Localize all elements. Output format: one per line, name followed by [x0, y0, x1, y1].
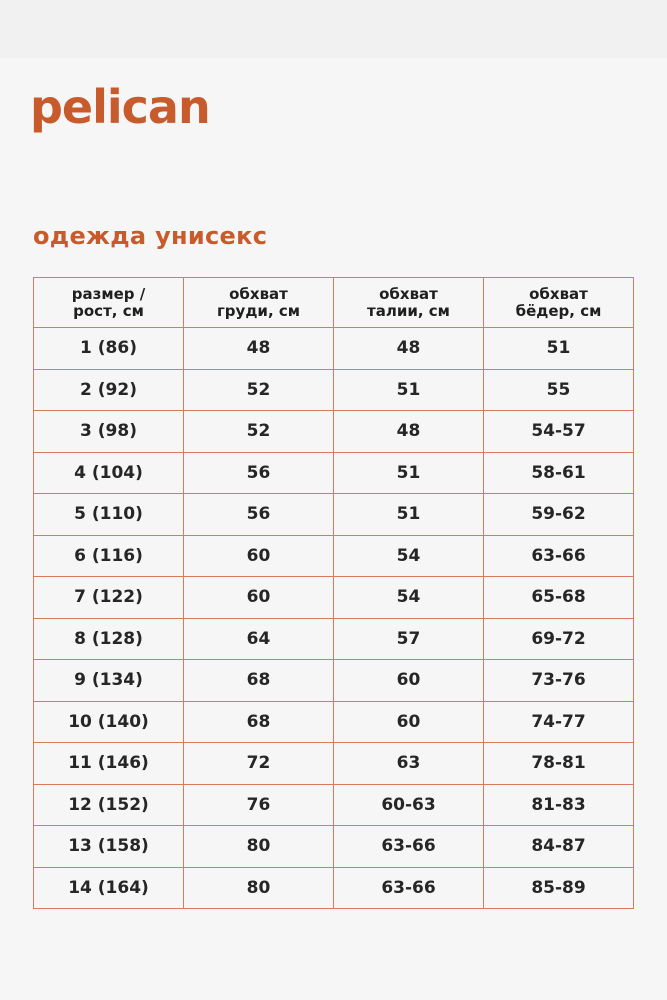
cell-chest: 52	[184, 411, 334, 453]
size-chart-table	[33, 277, 634, 909]
table-row	[34, 618, 634, 660]
cell-size-height: 7 (122)	[34, 577, 184, 619]
table-row	[34, 452, 634, 494]
header-line: груди, см	[216, 301, 301, 320]
cell-waist: 51	[334, 369, 484, 411]
cell-chest: 60	[184, 535, 334, 577]
cell-chest: 56	[184, 452, 334, 494]
table-header-row	[34, 278, 634, 328]
cell-size-height: 2 (92)	[34, 369, 184, 411]
cell-waist: 51	[334, 452, 484, 494]
table-row	[34, 328, 634, 370]
table-row	[34, 577, 634, 619]
cell-waist: 48	[334, 411, 484, 453]
cell-size-height: 8 (128)	[34, 618, 184, 660]
cell-waist: 60-63	[334, 784, 484, 826]
header-chest	[184, 278, 334, 328]
cell-hips: 59-62	[484, 494, 634, 536]
cell-waist: 51	[334, 494, 484, 536]
cell-size-height: 1 (86)	[34, 328, 184, 370]
table-row	[34, 535, 634, 577]
cell-hips: 51	[484, 328, 634, 370]
cell-waist: 60	[334, 660, 484, 702]
pelican-logo: pelican	[30, 80, 210, 134]
cell-hips: 58-61	[484, 452, 634, 494]
cell-size-height: 10 (140)	[34, 701, 184, 743]
header-waist	[334, 278, 484, 328]
table-row	[34, 411, 634, 453]
cell-chest: 72	[184, 743, 334, 785]
cell-chest: 68	[184, 701, 334, 743]
table-row	[34, 743, 634, 785]
cell-waist: 54	[334, 577, 484, 619]
table-row	[34, 494, 634, 536]
cell-chest: 48	[184, 328, 334, 370]
table-row	[34, 701, 634, 743]
cell-size-height: 12 (152)	[34, 784, 184, 826]
cell-waist: 57	[334, 618, 484, 660]
header-line: обхват	[379, 284, 438, 303]
cell-hips: 84-87	[484, 826, 634, 868]
cell-hips: 74-77	[484, 701, 634, 743]
header-hips	[484, 278, 634, 328]
cell-chest: 64	[184, 618, 334, 660]
header-line: обхват	[529, 284, 588, 303]
cell-hips: 73-76	[484, 660, 634, 702]
header-line: талии, см	[367, 301, 450, 320]
cell-size-height: 13 (158)	[34, 826, 184, 868]
table-body	[34, 328, 634, 909]
header-size-height	[34, 278, 184, 328]
cell-hips: 55	[484, 369, 634, 411]
top-strip	[0, 0, 667, 58]
page-title: одежда унисекс	[33, 222, 268, 250]
cell-size-height: 3 (98)	[34, 411, 184, 453]
cell-chest: 80	[184, 867, 334, 909]
cell-size-height: 4 (104)	[34, 452, 184, 494]
cell-waist: 63-66	[334, 867, 484, 909]
cell-waist: 60	[334, 701, 484, 743]
cell-waist: 63	[334, 743, 484, 785]
cell-chest: 68	[184, 660, 334, 702]
cell-chest: 76	[184, 784, 334, 826]
cell-waist: 48	[334, 328, 484, 370]
cell-waist: 54	[334, 535, 484, 577]
cell-size-height: 6 (116)	[34, 535, 184, 577]
cell-hips: 78-81	[484, 743, 634, 785]
cell-size-height: 11 (146)	[34, 743, 184, 785]
cell-hips: 65-68	[484, 577, 634, 619]
cell-chest: 52	[184, 369, 334, 411]
cell-hips: 54-57	[484, 411, 634, 453]
table-row	[34, 369, 634, 411]
cell-size-height: 14 (164)	[34, 867, 184, 909]
header-line: бёдер, см	[515, 301, 602, 320]
cell-hips: 69-72	[484, 618, 634, 660]
cell-waist: 63-66	[334, 826, 484, 868]
header-line: размер /	[71, 284, 146, 303]
cell-size-height: 5 (110)	[34, 494, 184, 536]
table-row	[34, 867, 634, 909]
table-row	[34, 826, 634, 868]
cell-size-height: 9 (134)	[34, 660, 184, 702]
cell-hips: 85-89	[484, 867, 634, 909]
header-line: обхват	[229, 284, 288, 303]
cell-hips: 63-66	[484, 535, 634, 577]
cell-hips: 81-83	[484, 784, 634, 826]
header-line: рост, см	[73, 301, 144, 320]
cell-chest: 80	[184, 826, 334, 868]
table-row	[34, 660, 634, 702]
cell-chest: 56	[184, 494, 334, 536]
table-row	[34, 784, 634, 826]
cell-chest: 60	[184, 577, 334, 619]
